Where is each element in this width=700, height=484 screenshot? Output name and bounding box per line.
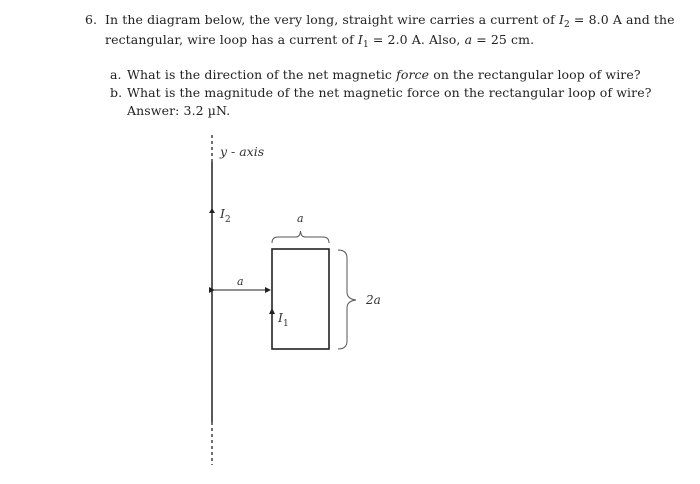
question-a-marker: a. xyxy=(110,67,122,82)
symbol: I xyxy=(220,206,225,221)
question-b: What is the magnitude of the net magnetic force on the rectangular loop of wire? xyxy=(127,85,652,100)
y-axis-label xyxy=(219,144,264,159)
text: = 8.0 A and the xyxy=(569,12,675,27)
height-brace xyxy=(338,250,356,349)
loop-current-arrow-icon xyxy=(269,308,275,314)
wire-current-arrow-icon xyxy=(209,208,215,213)
symbol-a: a xyxy=(464,32,473,47)
width-label: a xyxy=(297,212,304,225)
height-label: 2a xyxy=(366,293,381,307)
subscript: 2 xyxy=(564,20,570,30)
symbol-I1: I xyxy=(357,32,363,47)
symbol: I xyxy=(278,310,283,325)
subscript: 1 xyxy=(362,40,369,50)
question-b-marker: b. xyxy=(110,85,123,100)
answer: Answer: 3.2 µN. xyxy=(127,103,231,118)
loop-current-label xyxy=(277,310,289,329)
text: What is the direction of the net magnetic xyxy=(127,67,397,82)
text: = 25 cm. xyxy=(472,32,535,47)
subscript: 1 xyxy=(282,319,289,329)
text: rectangular, wire loop has a current of xyxy=(105,32,358,47)
subscript: 2 xyxy=(224,215,231,225)
wire-current-label xyxy=(219,206,231,225)
emphasis: force xyxy=(396,67,430,82)
text: on the rectangular loop of wire? xyxy=(429,67,641,82)
text: = 2.0 A. Also, xyxy=(368,32,465,47)
problem-number: 6. xyxy=(85,12,98,27)
axis-label-text: y - axis xyxy=(220,144,265,159)
text: In the diagram below, the very long, straight wire carries a current of xyxy=(105,12,559,27)
distance-label: a xyxy=(237,275,244,288)
symbol-I2: I xyxy=(558,12,565,27)
width-brace xyxy=(272,231,329,243)
rectangular-loop xyxy=(272,249,329,349)
